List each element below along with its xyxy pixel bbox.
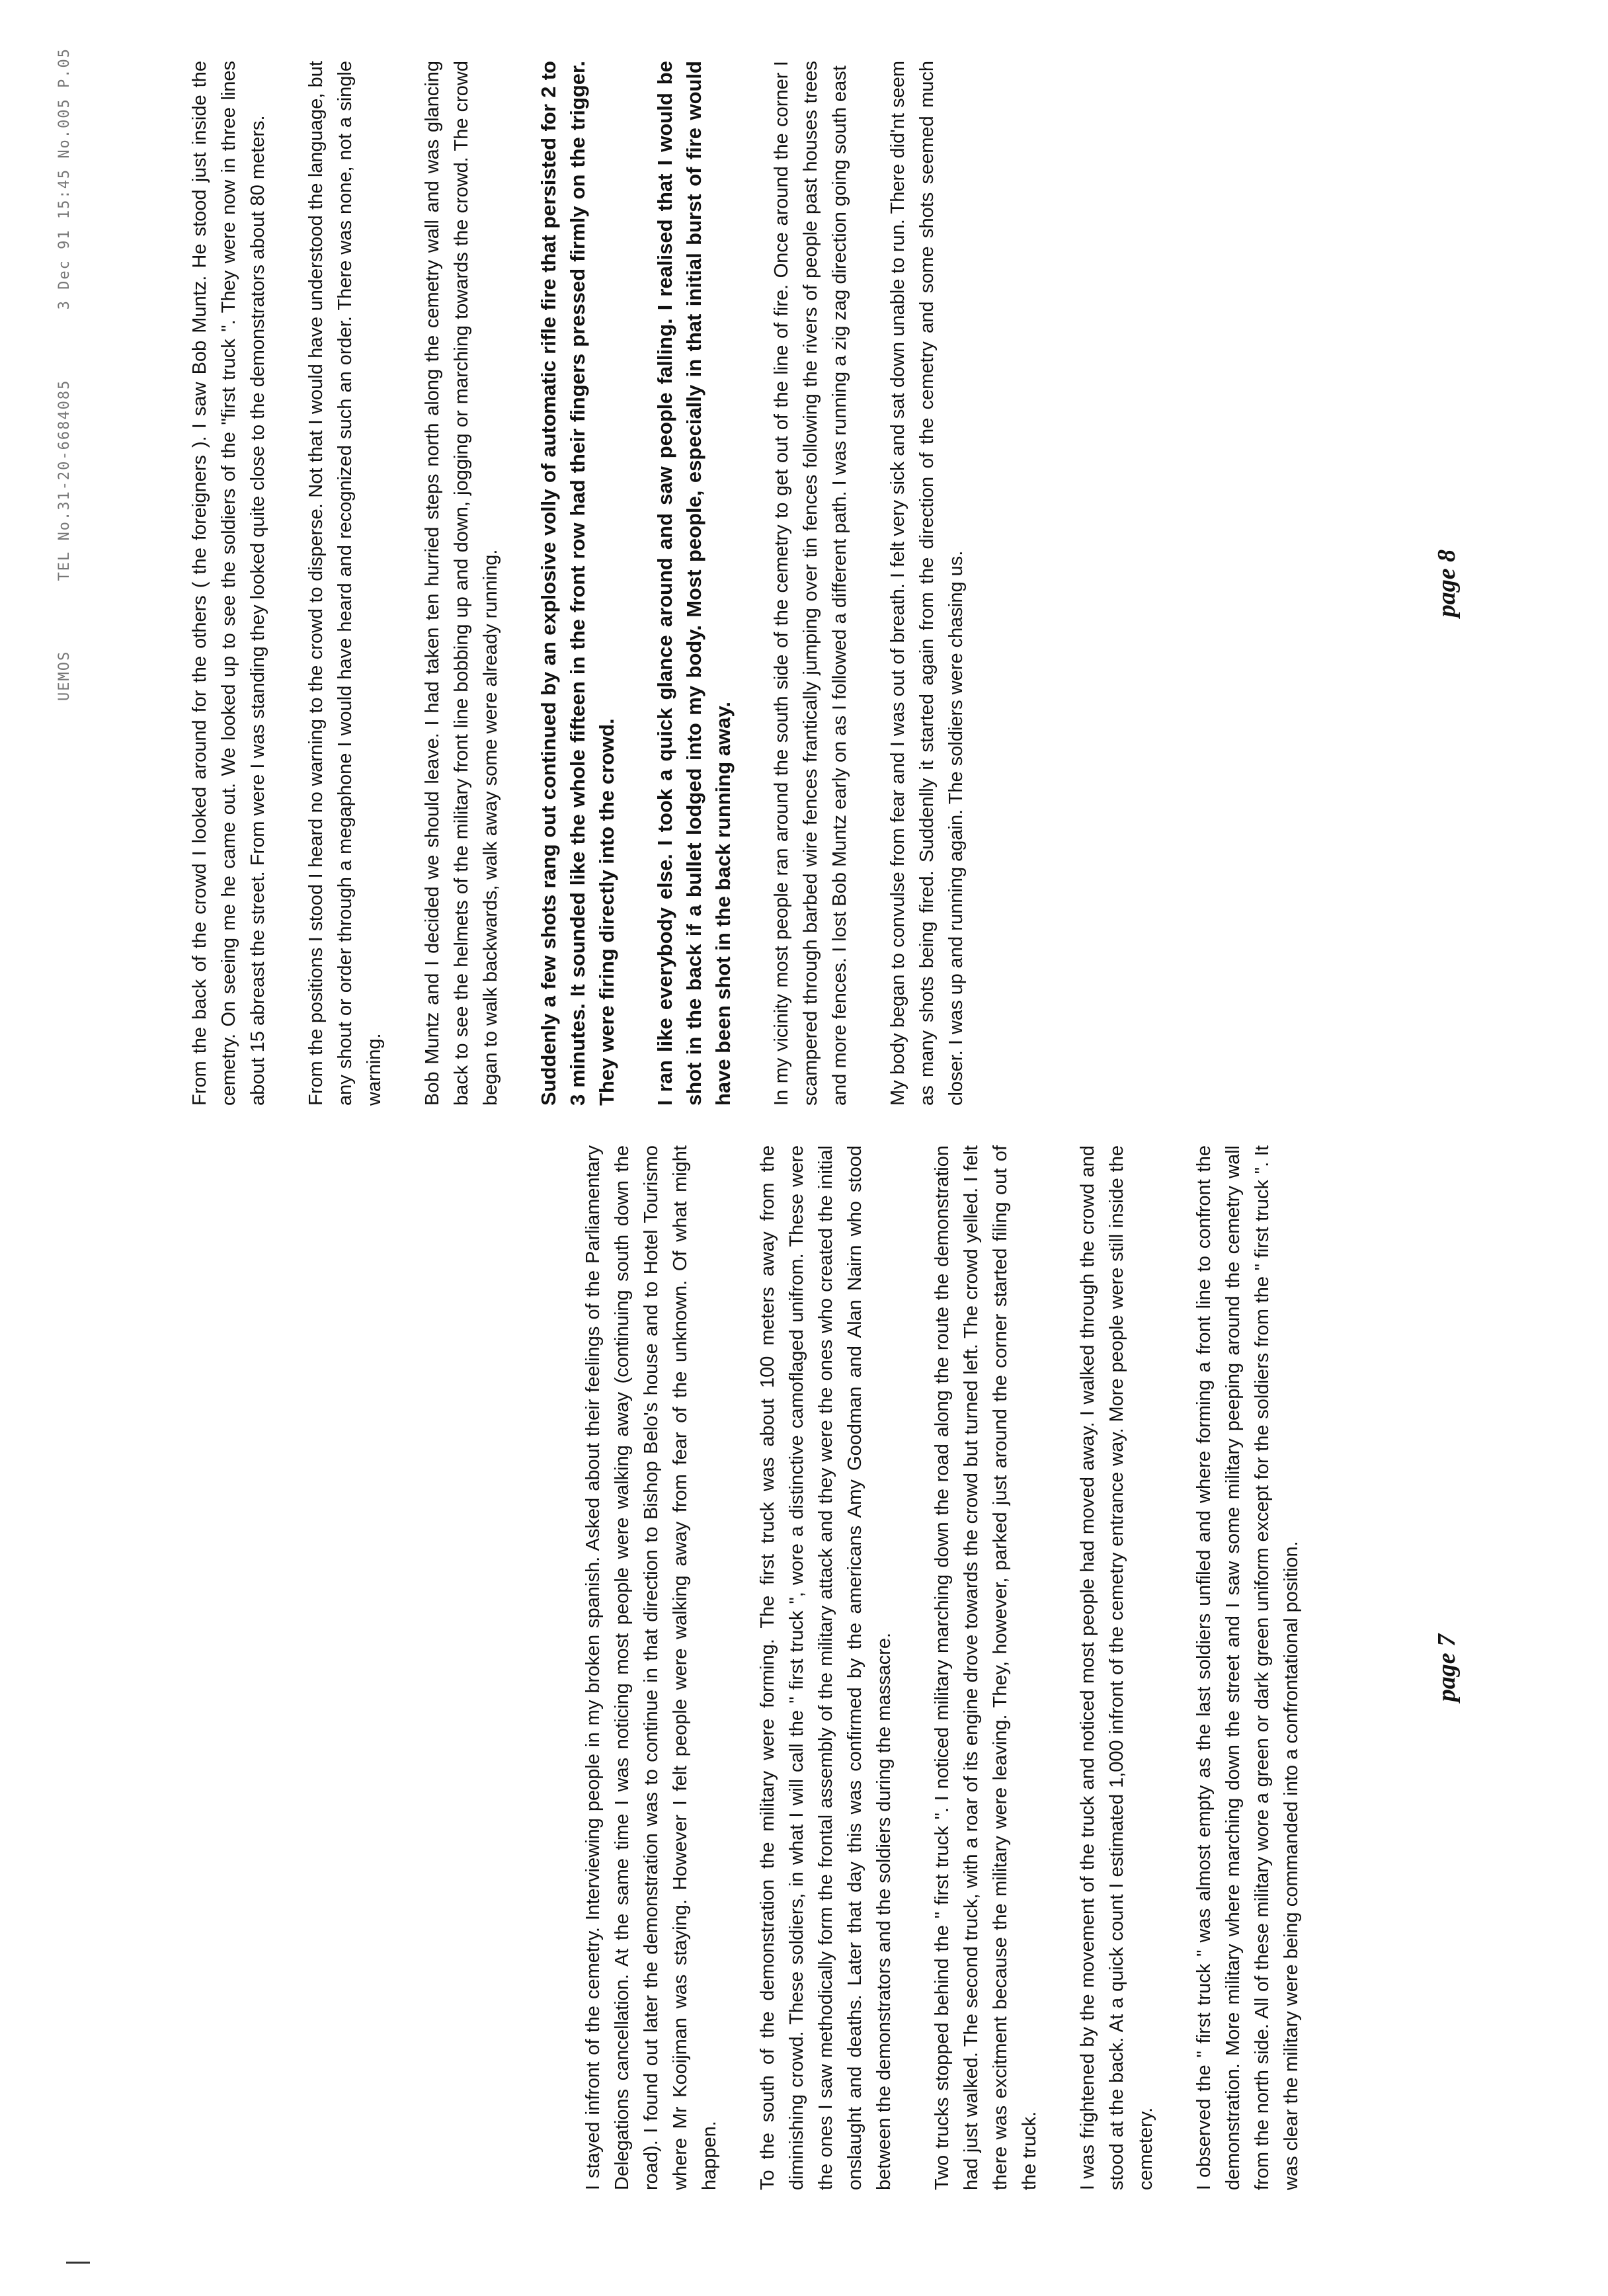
right-paragraph-6: In my vicinity most people ran around the south side of the cemetry to get out of the line of fire. Once around the corner I scampered through barbed wire fences frantically jumping over tin fences following the rivers of people past houses trees and more fences. I lost Bob Muntz early on as I followed a different path. I was running a zig zag direction going south east: [771, 61, 850, 1106]
left-page-text: [579, 1145, 1335, 2190]
left-paragraph-4: I was frightened by the movement of the truck and noticed most people had moved away. I walked through the crowd and stood at the back. At a quick count I estimated 1,000 infront of the cemetry entrance way. More people were still inside the cemetery.: [1077, 1145, 1156, 2190]
left-paragraph-3: Two trucks stopped behind the " first truck ". I noticed military marching down the road along the route the demonstration had just walked. The second truck, with a roar of its engine drove towards the crowd but turned left. The crowd yelled. I felt there was excitment because the military were leaving. They, however, parked just around the corner started filing out of the truck.: [932, 1145, 1040, 2190]
right-paragraph-3: Bob Muntz and I decided we should leave. I had taken ten hurried steps north along the cemetry wall and was glancing back to see the helmets of the military front line bobbing up and down, jogging or marching towards the crowd. The crowd began to walk backwards, walk away some were already running.: [422, 61, 501, 1106]
right-page-text: [185, 61, 1000, 1106]
page-number-7: page 7: [1433, 1633, 1461, 1702]
fax-tel: TEL No.31-20-6684085: [56, 379, 73, 581]
right-paragraph-2: From the positions I stood I heard no warning to the crowd to disperse. Not that I would have understood the language, but any shout or order through a megaphone I would have heard and recognized such an order. There was none, not a single warning.: [305, 61, 385, 1106]
left-paragraph-5: I observed the " first truck " was almost empty as the last soldiers unfiled and where forming a front line to confront the demonstration. More military where marching down the street and I saw some military peeping around the cemetry wall from the north side. All of these military wore a green or dark green uniform except for the soldiers from the " first truck ". It was clear the military were being commanded into a confrontational position.: [1193, 1145, 1302, 2190]
left-paragraph-1: I stayed infront of the cemetry. Interviewing people in my broken spanish. Asked about their feelings of the Parliamentary Delegations cancellation. At the same time I was noticing most people were walking away (continuing south down the road). I found out later the demonstration was to continue in that direction to Bishop Belo's house and to Hotel Tourismo where Mr Kooijman was staying. However I felt people were walking away from fear of the unknown. Of what might happen.: [583, 1145, 720, 2190]
fax-id: UEMOS: [56, 650, 73, 701]
fax-datetime: 3 Dec 91 15:45 No.005 P.05: [56, 47, 73, 310]
left-paragraph-2: To the south of the demonstration the military were forming. The first truck was about 100 meters away from the diminishing crowd. These soldiers, in what I will call the " first truck ", wore a distinctive camoflaged unifrom. These were the ones I saw methodically form the frontal assembly of the military attack and they were the ones who created the initial onslaught and deaths. Later that day this was confirmed by the americans Amy Goodman and Alan Nairn who stood between the demonstrators and the soldiers during the massacre.: [757, 1145, 895, 2190]
right-paragraph-4-bold: Suddenly a few shots rang out continued by an explosive volly of automatic rifle fire that persisted for 2 to 3 minutes. It sounded like the whole fifteen in the front row had their fingers pressed firmly on the trigger. They were firing directly into the crowd.: [537, 61, 618, 1106]
left-page: [185, 1079, 1508, 2190]
right-paragraph-7: My body began to convulse from fear and I was out of breath. I felt very sick and sat down unable to run. There did'nt seem as many shots being fired. Suddenlly it started again from the direction of the cemetry and some shots seemed much closer. I was up and running again. The soldiers were chasing us.: [887, 61, 967, 1106]
page-number-8: page 8: [1433, 549, 1461, 618]
right-paragraph-1: From the back of the crowd I looked around for the others ( the foreigners ). I saw Bob Muntz. He stood just inside the cemetry. On seeing me he came out. We looked up to see the soldiers of the "first truck ". They were now in three lines about 15 abreast the street. From were I was standing they looked quite close to the demonstrators about 80 meters.: [189, 61, 268, 1106]
right-page: [185, 0, 1508, 1106]
right-paragraph-5-bold: I ran like everybody else. I took a quick glance around and saw people falling. I realised that I would be shot in the back if a bullet lodged into my body. Most people, especially in that initial burst of fire would have been shot in the back running away.: [653, 61, 735, 1106]
